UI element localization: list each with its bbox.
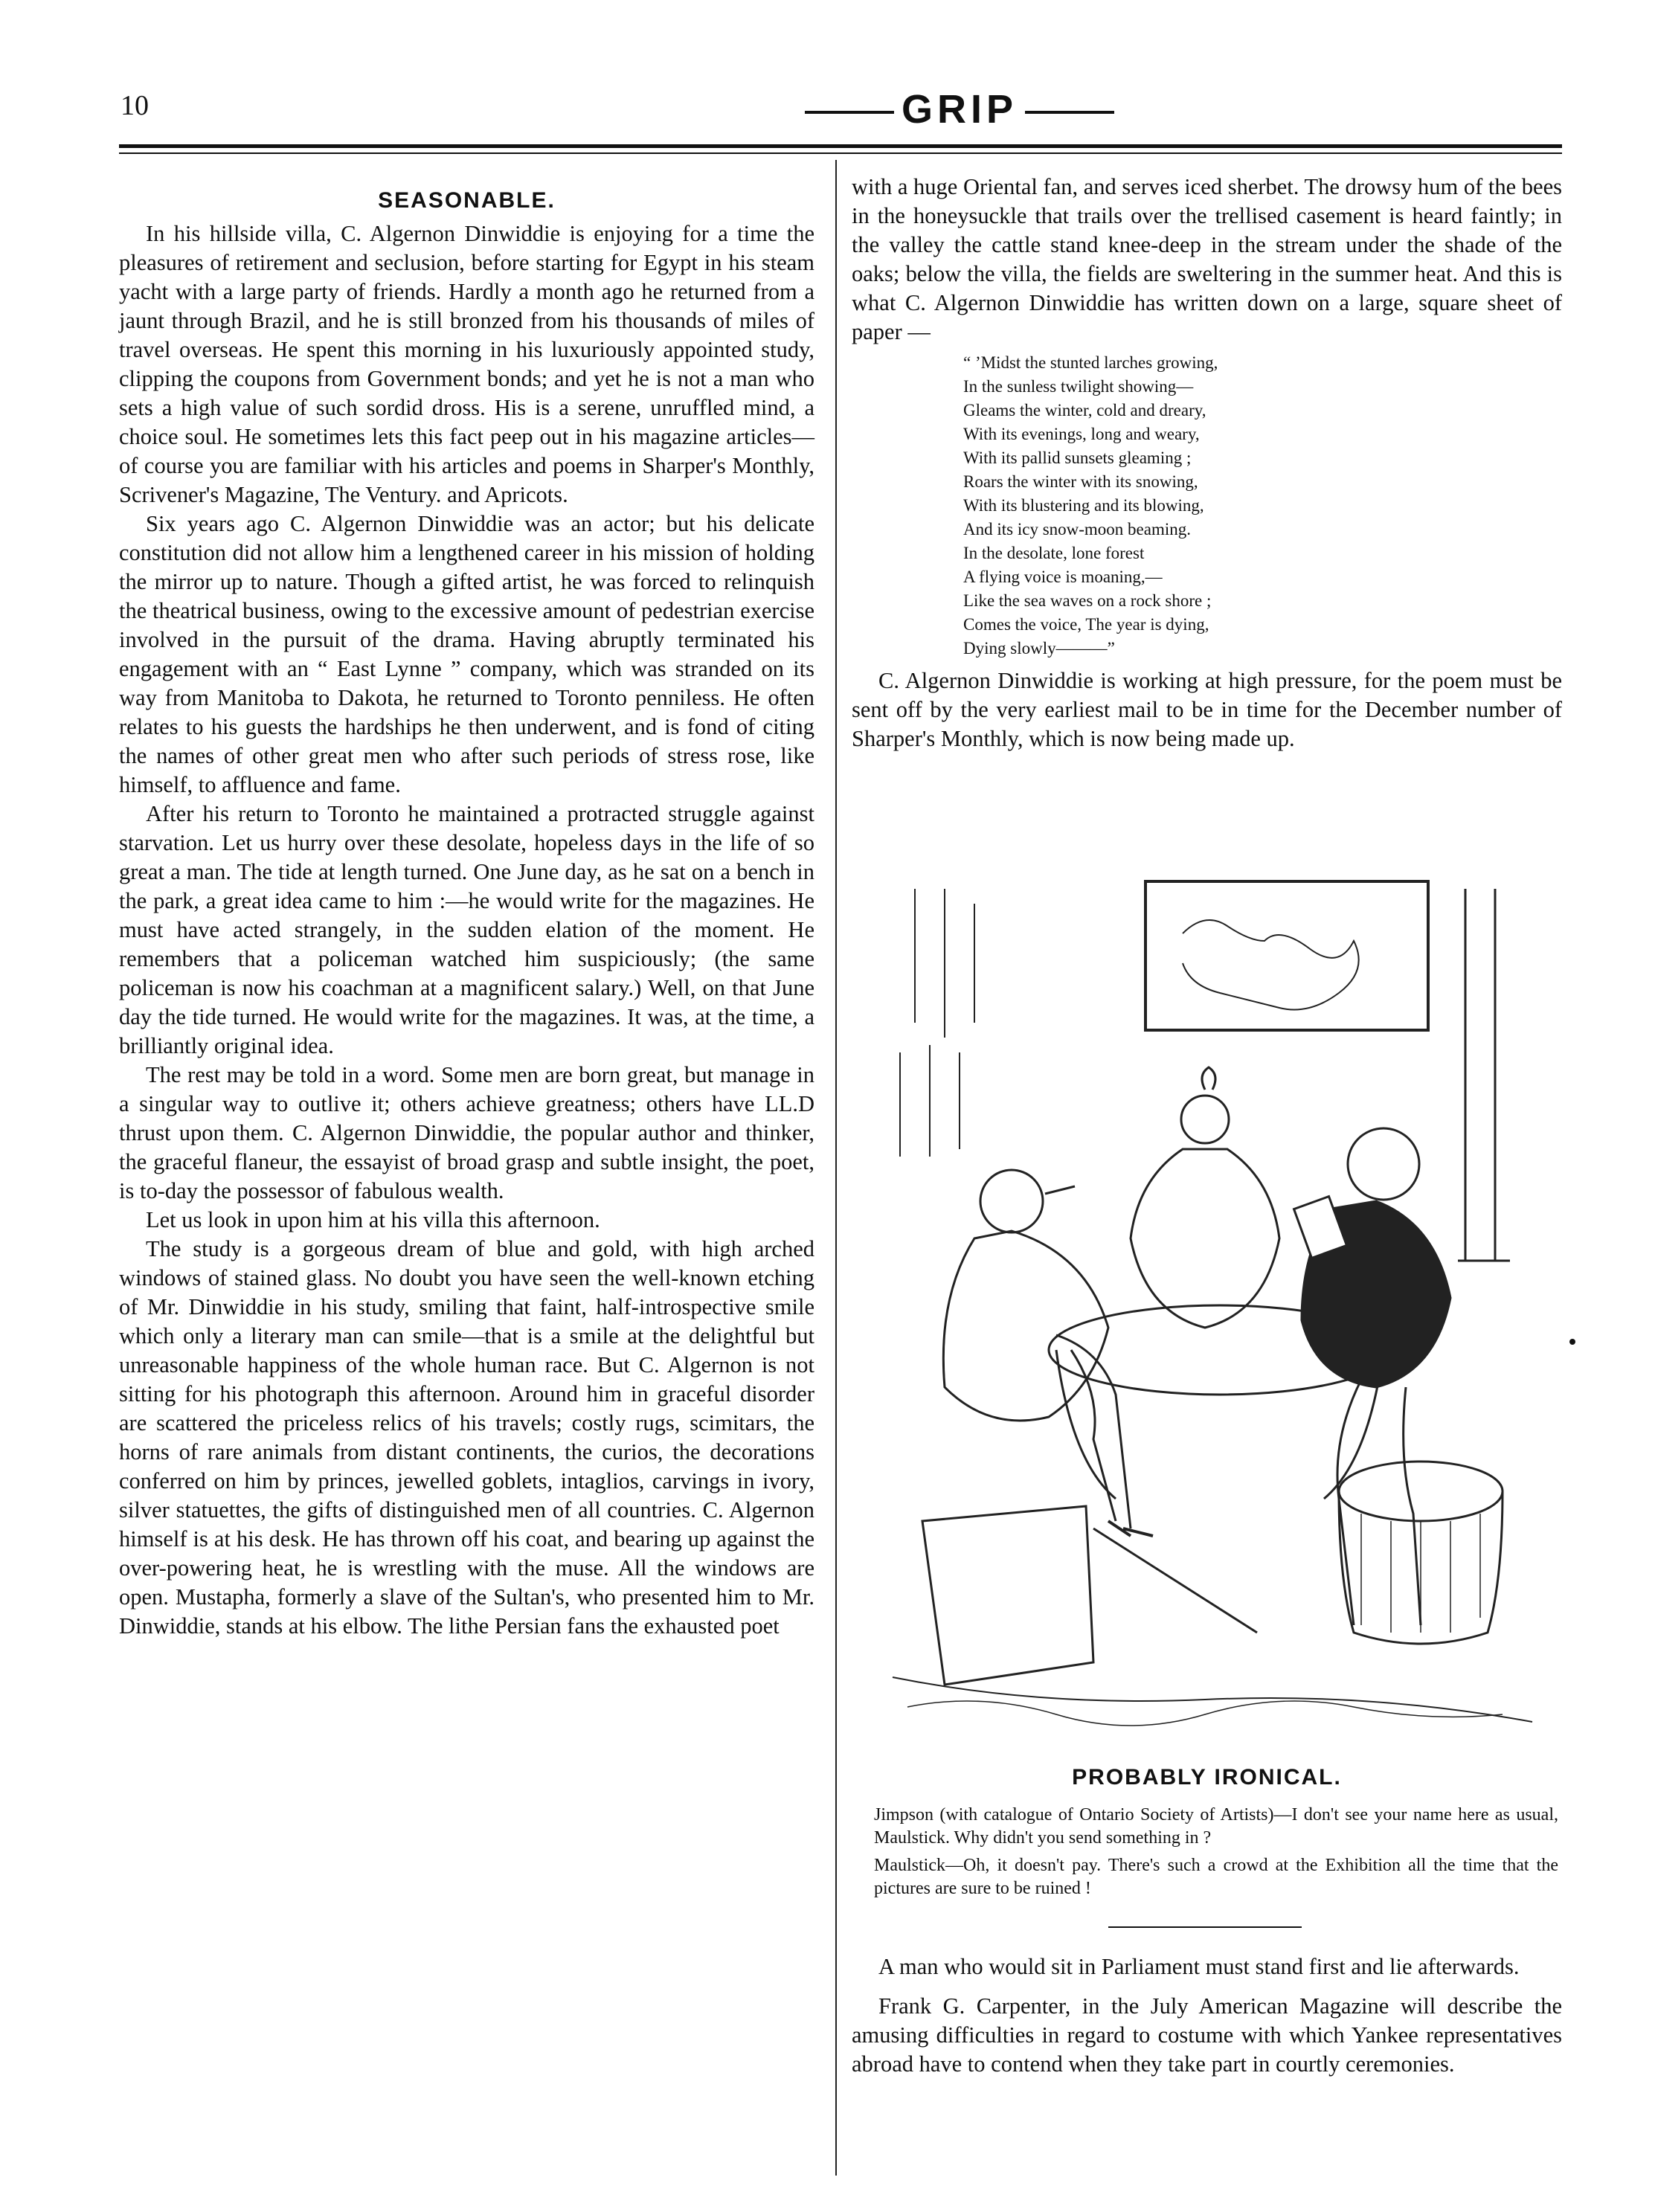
easel-stick: [1093, 1528, 1257, 1633]
margin-dot: [1569, 1339, 1575, 1345]
article-headline: SEASONABLE.: [378, 188, 556, 213]
man-left-head: [980, 1170, 1043, 1232]
poem-line: Dying slowly———”: [963, 639, 1115, 658]
window-frame: [900, 889, 974, 1157]
short-notes: [852, 1952, 1562, 2089]
article-column-right: [852, 173, 1562, 753]
ottoman-top: [1339, 1462, 1503, 1521]
poem-line: With its blustering and its blowing,: [963, 496, 1204, 515]
article-paragraph: Six years ago C. Algernon Dinwiddie was an actor; but his delicate constitution did not allow him a lengthened career in his mission of holding the mirror up to nature. Though a gifted artist, he was forced to relinquish the theatrical business, owing to the excessive amount of pedestrian exercise involved in the pursuit of the drama. Having abruptly terminated his engagement with an “ East Lynne ” company, which was stranded on its way from Manitoba to Dakota, he returned to Toronto penniless. He often relates to his guests the hardships he then underwent, and is fond of citing the names of other great men who after such periods of stress rose, like himself, to affluence and fame.: [119, 511, 814, 797]
masthead-rule-left: [805, 111, 894, 114]
note-paragraph: Frank G. Carpenter, in the July American Magazine will describe the amusing difficulties in regard to costume with which Yankee representatives abroad have to contend when they take part in courtly ceremonies.: [852, 1993, 1562, 2077]
page-header: [119, 89, 1562, 141]
page-number: 10: [120, 90, 149, 121]
article-closing: C. Algernon Dinwiddie is working at high pressure, for the poem must be sent off by the very earliest mail to be in time for the December number of Sharper's Monthly, which is now being made up.: [852, 668, 1562, 751]
poem-line: “ ’Midst the stunted larches growing,: [963, 353, 1218, 372]
poem-line: Like the sea waves on a rock shore ;: [963, 591, 1212, 610]
floor-rug: [893, 1677, 1532, 1722]
masthead-title: GRIP: [901, 87, 1018, 132]
poem-line: Gleams the winter, cold and dreary,: [963, 401, 1206, 419]
poem-line: Roars the winter with its snowing,: [963, 472, 1198, 491]
poem-line: With its evenings, long and weary,: [963, 425, 1200, 443]
cartoon-dialogue-line: Maulstick—Oh, it doesn't pay. There's such a crowd at the Exhibition all the time that the pictures are sure to be ruined !: [874, 1856, 1558, 1898]
article-column-left: [119, 186, 814, 1641]
article-paragraph: Let us look in upon him at his villa this afternoon.: [146, 1207, 600, 1232]
cigar: [1045, 1186, 1075, 1194]
note-paragraph: A man who would sit in Parliament must stand first and lie afterwards.: [878, 1954, 1520, 1979]
canvas-frame: [922, 1506, 1093, 1685]
ottoman-fringe: [1361, 1514, 1480, 1633]
article-paragraph: The study is a gorgeous dream of blue and gold, with high arched windows of stained glass. No doubt you have seen the well-known etching of Mr. Dinwiddie in his study, smiling that faint, half-introspective smile which only a literary man can smile—that is a smile at the delightful but unreasonable happiness of the whole human race. But C. Algernon is not sitting for his photograph this afternoon. Around him in graceful disorder are scattered the priceless relics of his travels; costly rugs, scimitars, the horns of rare animals from distant continents, the curios, the decorations conferred on him by princes, jewelled goblets, intaglios, carvings in ivory, silver statuettes, the gifts of distinguished men of all countries. C. Algernon himself is at his desk. He has thrown off his coat, and bearing up against the over-powering heat, he is wrestling with the muse. All the windows are open. Mustapha, formerly a slave of the Sultan's, who presented him to Mr. Dinwiddie, stands at his elbow. The lithe Persian fans the exhausted poet: [119, 1236, 814, 1639]
man-left-legs: [1056, 1335, 1131, 1528]
cartoon-dialogue-line: Jimpson (with catalogue of Ontario Society of Artists)—I don't see your name here as usual, Maulstick. Why didn't you send something in ?: [874, 1805, 1558, 1848]
man-left-body: [943, 1231, 1108, 1421]
woman-hair: [1202, 1067, 1215, 1090]
man-right-legs: [1337, 1380, 1421, 1625]
article-paragraph: The rest may be told in a word. Some men are born great, but manage in a singular way to outlive it; others achieve greatness; others have LL.D thrust upon them. C. Algernon Dinwiddie, the popular author and thinker, the graceful flaneur, the essayist of broad grasp and subtle insight, the poet, is to-day the possessor of fabulous wealth.: [119, 1062, 814, 1203]
poem: [963, 351, 1562, 660]
cartoon-caption: [874, 1804, 1558, 1905]
woman-dress: [1131, 1149, 1279, 1328]
poem-line: In the sunless twilight showing—: [963, 377, 1194, 396]
cartoon-title: PROBABLY IRONICAL.: [1072, 1765, 1342, 1790]
article-paragraph: In his hillside villa, C. Algernon Dinwiddie is enjoying for a time the pleasures of retirement and seclusion, before starting for Egypt in his steam yacht with a large party of friends. Hardly a month ago he returned from a jaunt through Brazil, and he is still bronzed from his thousands of miles of travel overseas. He spent this morning in his luxuriously appointed study, clipping the coupons from Government bonds; and yet he is not a man who sets a high value of such sordid dross. His is a serene, unruffled mind, a choice soul. He sometimes lets this fact peep out in his magazine articles—of course you are familiar with his articles and poems in Sharper's Monthly, Scrivener's Magazine, The Ventury. and Apricots.: [119, 221, 814, 507]
poem-line: In the desolate, lone forest: [963, 544, 1145, 562]
woman-head: [1181, 1096, 1229, 1143]
poem-line: A flying voice is moaning,—: [963, 568, 1163, 586]
wall-map: [1145, 881, 1428, 1030]
poem-line: With its pallid sunsets gleaming ;: [963, 448, 1192, 467]
column-divider: [835, 160, 837, 2176]
masthead: [729, 86, 1190, 132]
cartoon-illustration: [885, 874, 1540, 1748]
poem-line: Comes the voice, The year is dying,: [963, 615, 1209, 634]
header-rule: [119, 144, 1562, 148]
section-divider-rule: [1108, 1926, 1302, 1928]
article-continuation: with a huge Oriental fan, and serves iced sherbet. The drowsy hum of the bees in the honeysuckle that trails over the trellised casement is heard faintly; in the valley the cattle stand knee-deep in the stream under the shade of the oaks; below the villa, the fields are sweltering in the summer heat. And this is what C. Algernon Dinwiddie has written down on a large, square sheet of paper —: [852, 174, 1562, 344]
column: [1458, 889, 1510, 1261]
man-right-head: [1348, 1128, 1419, 1200]
map-coastline: [1183, 920, 1359, 1010]
article-paragraph: After his return to Toronto he maintained a protracted struggle against starvation. Let us hurry over these desolate, hopeless days in the life of so great a man. The tide at length turned. One June day, as he sat on a bench in the park, a great idea came to him :—he would write for the magazines. He must have acted strangely, in the sudden elation of the moment. He remembers that a policeman watched him suspiciously; (the same policeman is now his coachman at a magnificent salary.) Well, on that June day the tide turned. He would write for the magazines. It was, at the time, a brilliantly original idea.: [119, 801, 814, 1058]
masthead-rule-right: [1025, 111, 1114, 114]
catalogue: [1294, 1197, 1347, 1258]
poem-line: And its icy snow-moon beaming.: [963, 520, 1191, 538]
header-rule-thin: [119, 152, 1562, 154]
